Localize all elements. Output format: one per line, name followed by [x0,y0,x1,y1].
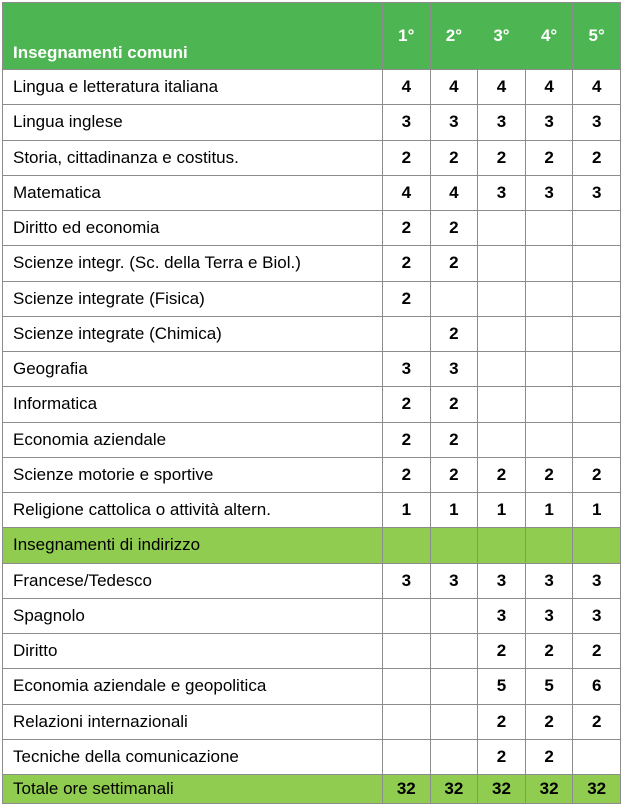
hours-cell [573,422,621,457]
year-header-5: 5° [573,3,621,70]
table-row [3,211,621,246]
hours-cell [430,281,478,316]
section-cell [525,528,573,563]
hours-cell [525,246,573,281]
hours-cell [573,316,621,351]
hours-cell: 2 [383,140,431,175]
subject-name: Tecniche della comunicazione [3,739,383,774]
hours-cell [573,281,621,316]
hours-cell: 3 [525,598,573,633]
hours-cell [430,669,478,704]
hours-cell: 2 [430,387,478,422]
table-row [3,493,621,528]
hours-cell [383,634,431,669]
hours-cell: 2 [430,422,478,457]
hours-cell [383,739,431,774]
hours-cell [383,316,431,351]
hours-cell [430,598,478,633]
section-cell [573,528,621,563]
hours-cell: 5 [478,669,526,704]
table-row [3,739,621,774]
hours-cell: 4 [383,70,431,105]
year-header-3: 3° [478,3,526,70]
subject-name: Economia aziendale [3,422,383,457]
hours-cell [383,704,431,739]
hours-cell: 2 [525,457,573,492]
hours-cell: 3 [573,105,621,140]
hours-cell: 2 [430,316,478,351]
hours-cell: 1 [478,493,526,528]
hours-cell: 4 [430,70,478,105]
year-header-1: 1° [383,3,431,70]
hours-cell [525,352,573,387]
table-row [3,634,621,669]
total-hours: 32 [573,775,621,804]
hours-cell [430,704,478,739]
section-row [3,528,621,563]
hours-cell: 2 [573,457,621,492]
hours-cell [478,316,526,351]
subject-name: Scienze integrate (Chimica) [3,316,383,351]
subject-name: Matematica [3,175,383,210]
subject-name: Lingua inglese [3,105,383,140]
hours-cell [525,281,573,316]
hours-cell: 4 [573,70,621,105]
total-label: Totale ore settimanali [3,775,383,804]
hours-cell: 3 [573,175,621,210]
hours-cell: 4 [525,70,573,105]
hours-cell: 3 [478,563,526,598]
hours-cell [478,352,526,387]
hours-cell: 2 [383,211,431,246]
hours-cell: 3 [383,352,431,387]
hours-cell: 3 [430,563,478,598]
hours-cell: 2 [430,140,478,175]
hours-cell [383,669,431,704]
hours-cell [430,739,478,774]
hours-cell: 2 [525,140,573,175]
hours-cell: 2 [478,704,526,739]
hours-cell: 2 [525,634,573,669]
table-row [3,140,621,175]
year-header-2: 2° [430,3,478,70]
hours-cell: 2 [478,634,526,669]
hours-cell: 1 [573,493,621,528]
hours-cell: 4 [430,175,478,210]
subject-name: Francese/Tedesco [3,563,383,598]
hours-cell: 2 [383,422,431,457]
hours-cell: 3 [478,175,526,210]
subject-name: Spagnolo [3,598,383,633]
subject-name: Informatica [3,387,383,422]
hours-cell [525,422,573,457]
hours-cell [573,211,621,246]
table-row [3,246,621,281]
hours-cell: 2 [383,457,431,492]
hours-cell [573,352,621,387]
hours-cell: 3 [573,598,621,633]
subject-name: Scienze integrate (Fisica) [3,281,383,316]
table-row [3,457,621,492]
table-row [3,387,621,422]
hours-cell: 1 [430,493,478,528]
subject-name: Economia aziendale e geopolitica [3,669,383,704]
hours-cell: 3 [478,105,526,140]
hours-cell [525,211,573,246]
table-row [3,175,621,210]
table-row [3,422,621,457]
hours-cell [478,387,526,422]
hours-cell [478,246,526,281]
section-cell [383,528,431,563]
subject-name: Religione cattolica o attività altern. [3,493,383,528]
hours-cell: 3 [525,563,573,598]
table-row [3,598,621,633]
hours-cell: 3 [430,352,478,387]
hours-cell: 2 [430,246,478,281]
hours-cell: 3 [525,175,573,210]
table-row [3,105,621,140]
table-row [3,70,621,105]
hours-cell: 2 [525,739,573,774]
table-row [3,563,621,598]
subject-name: Relazioni internazionali [3,704,383,739]
hours-cell: 3 [573,563,621,598]
total-row [3,775,621,804]
hours-cell [525,387,573,422]
hours-cell: 1 [525,493,573,528]
table-row [3,281,621,316]
hours-cell: 1 [383,493,431,528]
subject-name: Scienze integr. (Sc. della Terra e Biol.) [3,246,383,281]
table-row [3,352,621,387]
hours-cell [478,211,526,246]
hours-cell: 2 [573,634,621,669]
hours-cell: 2 [430,211,478,246]
section-title: Insegnamenti di indirizzo [3,528,383,563]
hours-cell: 3 [525,105,573,140]
subject-name: Diritto ed economia [3,211,383,246]
hours-cell: 2 [573,140,621,175]
specialization-subjects-body [3,563,621,775]
hours-cell: 2 [573,704,621,739]
hours-cell [478,281,526,316]
hours-cell: 2 [478,457,526,492]
total-hours: 32 [430,775,478,804]
subject-name: Diritto [3,634,383,669]
total-hours: 32 [525,775,573,804]
hours-cell: 2 [430,457,478,492]
hours-cell [383,598,431,633]
header-row [3,3,621,70]
hours-cell: 4 [478,70,526,105]
hours-cell: 5 [525,669,573,704]
hours-cell [525,316,573,351]
hours-cell: 3 [478,598,526,633]
hours-cell [478,422,526,457]
table-row [3,316,621,351]
hours-cell: 3 [383,105,431,140]
hours-cell: 6 [573,669,621,704]
table-row [3,704,621,739]
hours-cell: 3 [430,105,478,140]
hours-cell [573,387,621,422]
hours-cell: 2 [525,704,573,739]
header-title: Insegnamenti comuni [3,3,383,70]
total-hours: 32 [478,775,526,804]
hours-cell: 2 [383,246,431,281]
hours-cell: 3 [383,563,431,598]
hours-cell: 2 [478,739,526,774]
hours-cell: 2 [478,140,526,175]
hours-cell: 4 [383,175,431,210]
section-cell [478,528,526,563]
hours-cell: 2 [383,387,431,422]
section-cell [430,528,478,563]
total-hours: 32 [383,775,431,804]
subject-name: Lingua e letteratura italiana [3,70,383,105]
subject-name: Storia, cittadinanza e costitus. [3,140,383,175]
year-header-4: 4° [525,3,573,70]
hours-table [2,2,621,804]
hours-cell [430,634,478,669]
common-subjects-body [3,70,621,528]
subject-name: Scienze motorie e sportive [3,457,383,492]
table-row [3,669,621,704]
hours-cell [573,246,621,281]
subject-name: Geografia [3,352,383,387]
hours-cell: 2 [383,281,431,316]
hours-cell [573,739,621,774]
